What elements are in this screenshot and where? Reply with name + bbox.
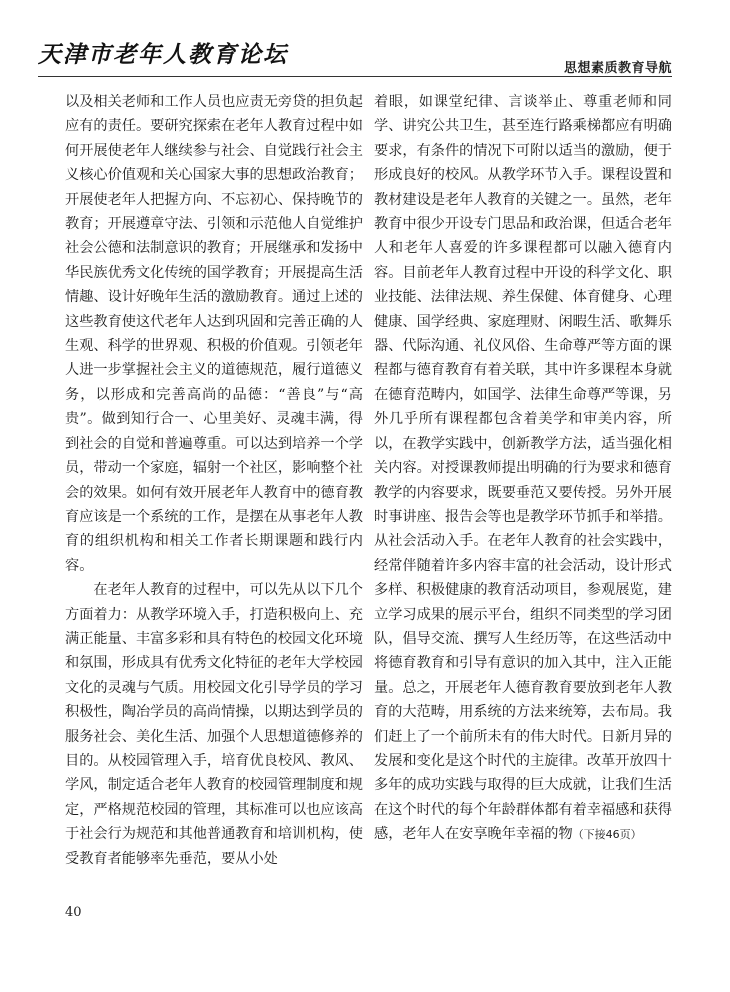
body-paragraph — [374, 90, 672, 848]
page-header — [0, 0, 730, 80]
body-paragraph: 在老年人教育的过程中，可以先从以下几个方面着力：从教学环境入手，打造积极向上、充满正能量、丰富多彩和具有特色的校园文化环境和氛围，形成具有优秀文化特征的老年大学校园文化的灵魂与气质。用校园文化引导学员的学习积极性，陶冶学员的高尚情操，以期达到学员的服务社会、美化生活、加强个人思想道德修养的目的。从校园管理入手，培育优良校风、教风、学风，制定适合老年人教育的校园管理制度和规定，严格规范校园的管理，其标准可以也应该高于社会行为规范和其他普通教育和培训机构，使受教育者能够率先垂范，要从小处 — [65, 582, 363, 867]
right-column — [374, 90, 672, 848]
body-paragraph: 以及相关老师和工作人员也应责无旁贷的担负起应有的责任。要研究探索在老年人教育过程中如何开展使老年人继续参与社会、自觉践行社会主义核心价值观和关心国家大事的思想政治教育；开展使老年人把握方向、不忘初心、保持晚节的教育；开展遵章守法、引领和示范他人自觉维护社会公德和法制意识的教育；开展继承和发扬中华民族优秀文化传统的国学教育；开展提高生活情趣、设计好晚年生活的激励教育。通过上述的这些教育使这代老年人达到巩固和完善正确的人生观、科学的世界观、积极的价值观。引领老年人进一步掌握社会主义的道德规范，履行道德义务，以形成和完善高尚的品德：“善良”与“高贵”。做到知行合一、心里美好、灵魂丰满，得到社会的自觉和普遍尊重。可以达到培养一个学员，带动一个家庭，辐射一个社区，影响整个社会的效果。如何有效开展老年人教育中的德育教育应该是一个系统的工作，是摆在从事老年人教育的组织机构和相关工作者长期课题和践行内容。 — [65, 94, 363, 574]
body-text: 着眼，如课堂纪律、言谈举止、尊重老师和同学、讲究公共卫生，甚至连行路乘梯都应有明确要求，有条件的情况下可附以适当的激励，便于形成良好的校风。从教学环节入手。课程设置和教材建设是老年人教育的关键之一。虽然，老年教育中很少开设专门思品和政治课，但适合老年人和老年人喜爱的许多课程都可以融入德育内容。目前老年人教育过程中开设的科学文化、职业技能、法律法规、养生保健、体育健身、心理健康、国学经典、家庭理财、闲暇生活、歌舞乐器、代际沟通、礼仪风俗、生命尊严等方面的课程都与德育教育有着关联，其中许多课程本身就在德育范畴内，如国学、法律生命尊严等课，另外几乎所有课程都包含着美学和审美内容，所以，在教学实践中，创新教学方法，适当强化相关内容。对授课教师提出明确的行为要求和德育教学的内容要求，既要垂范又要传授。另外开展时事讲座、报告会等也是教学环节抓手和举措。从社会活动入手。在老年人教育的社会实践中，经常伴随着许多内容丰富的社会活动，设计形式多样、积极健康的教育活动项目，参观展览，建立学习成果的展示平台，组织不同类型的学习团队，倡导交流、撰写人生经历等，在这些活动中将德育教育和引导有意识的加入其中，注入正能量。总之，开展老年人德育教育要放到老年人教育的大范畴，用系统的方法来统筹，去布局。我们赶上了一个前所未有的伟大时代。日新月异的发展和变化是这个时代的主旋律。改革开放四十多年的成功实践与取得的巨大成就，让我们生活在这个时代的每个年龄群体都有着幸福感和获得感，老年人在安享晚年幸福的物 — [374, 94, 672, 843]
section-title: 思想素质教育导航 — [563, 61, 672, 76]
page-number: 40 — [65, 905, 82, 920]
left-column — [65, 90, 363, 871]
header-divider — [38, 76, 672, 77]
continued-note: （下接46页） — [572, 828, 642, 842]
journal-masthead: 天津市老年人教育论坛 — [38, 41, 288, 68]
